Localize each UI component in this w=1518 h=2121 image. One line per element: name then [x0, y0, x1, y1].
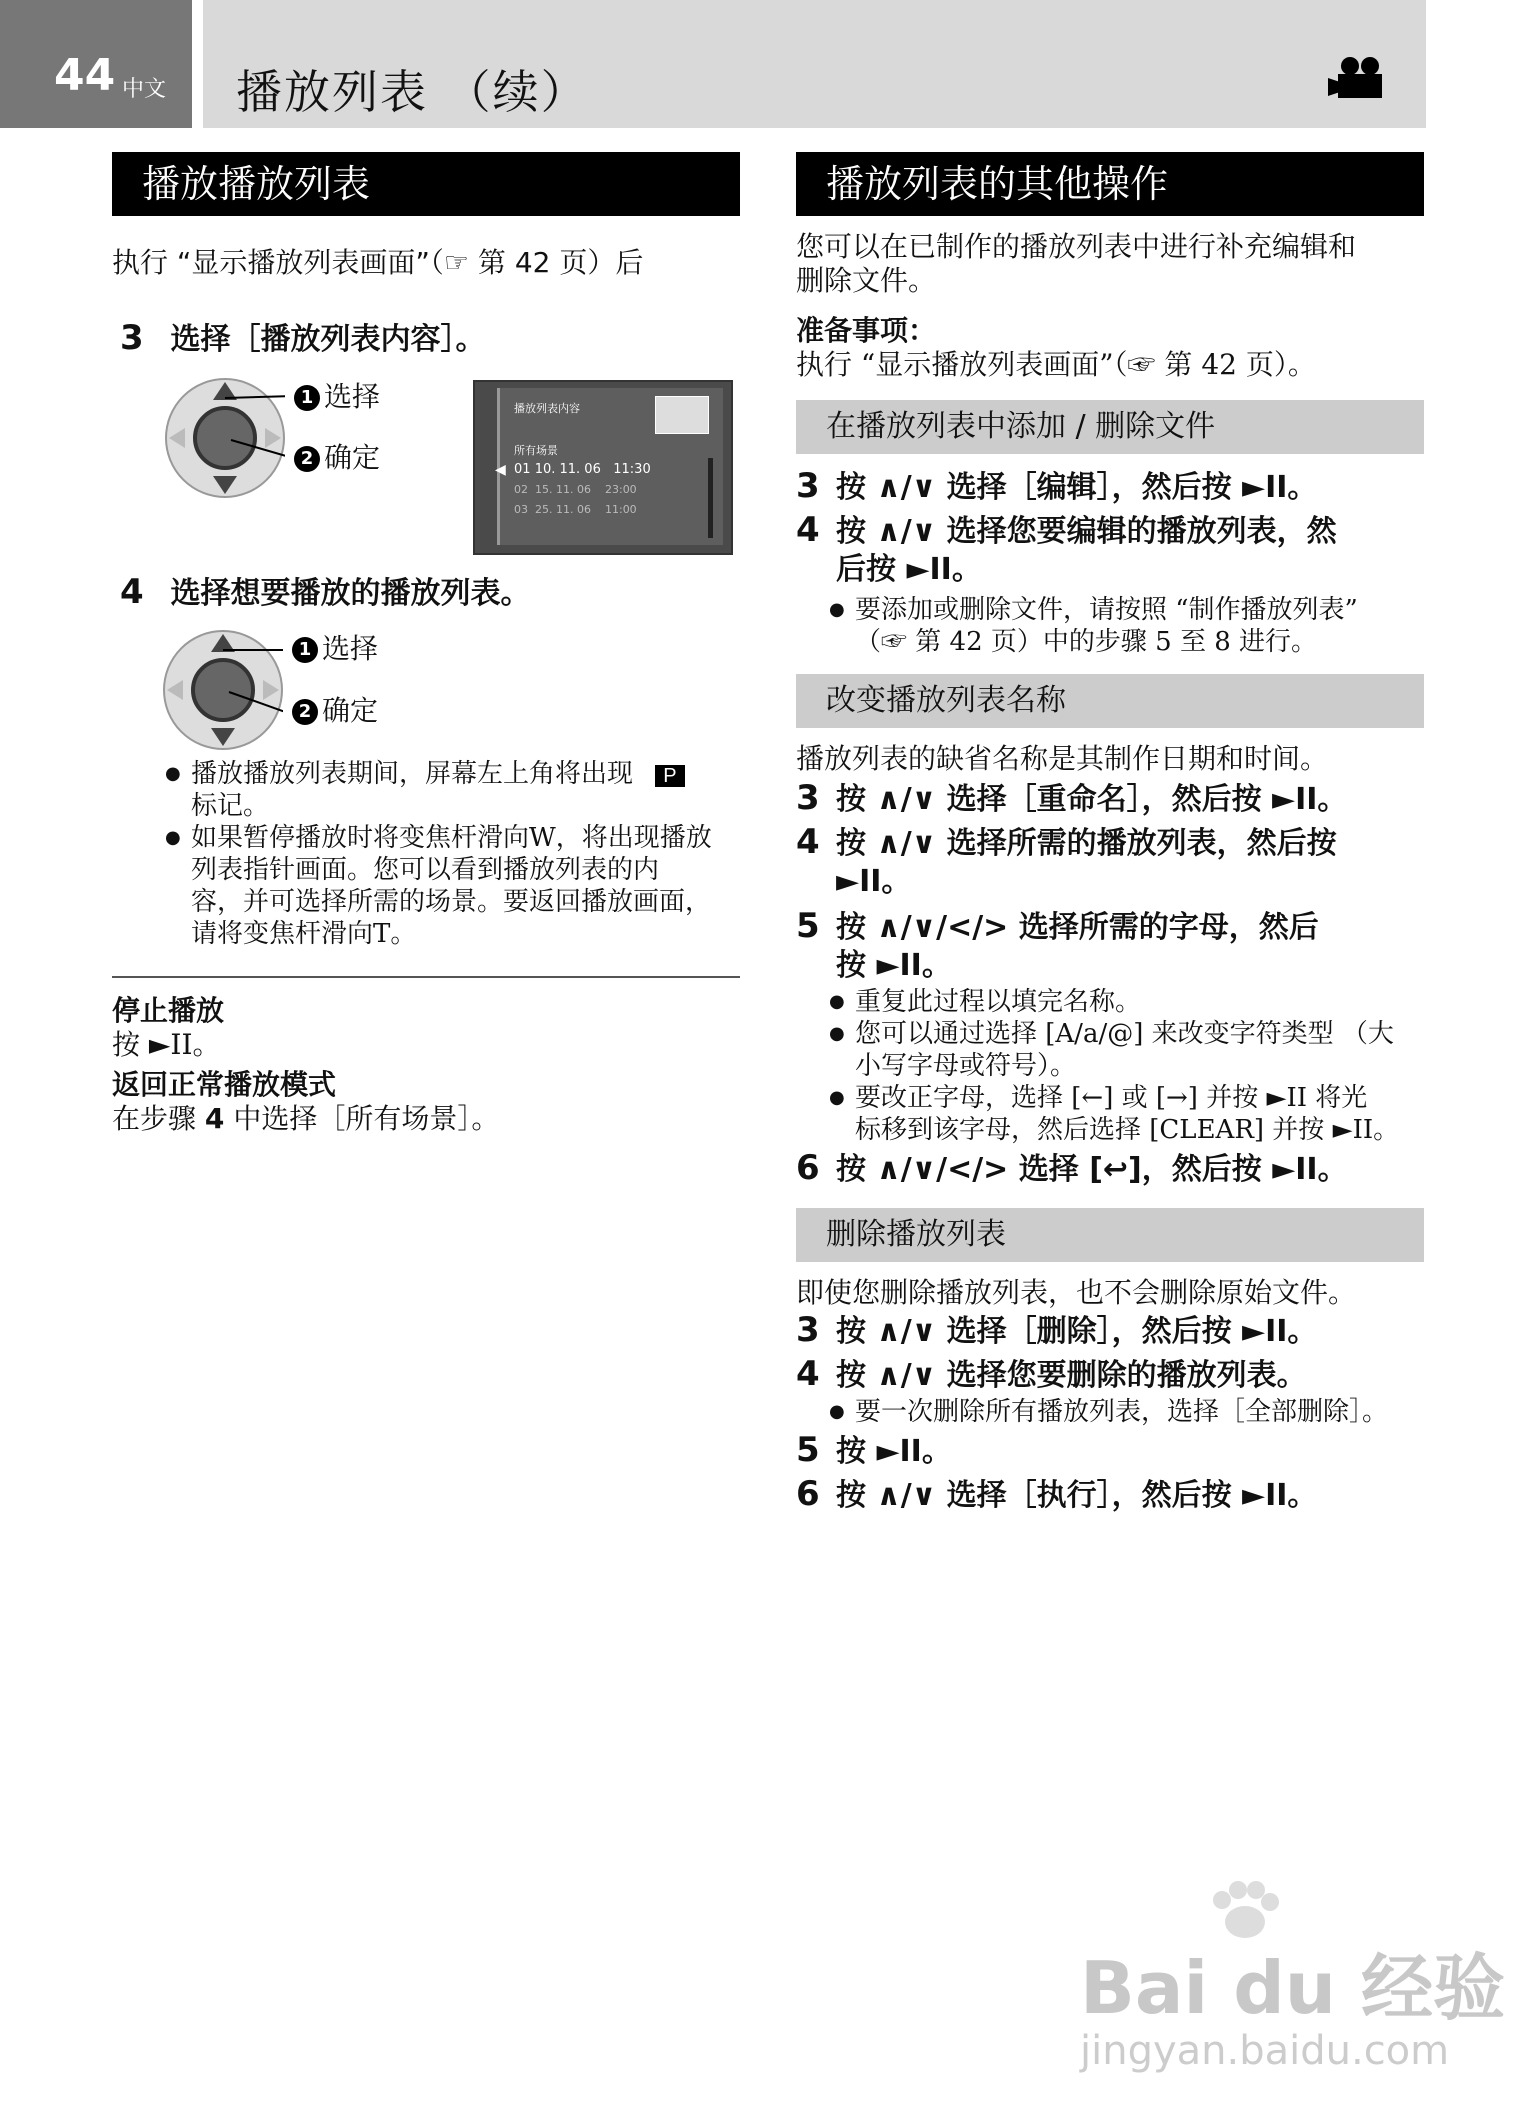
rename-step-3: 3 按 ∧/∨ 选择［重命名］，然后按 ►II。	[796, 778, 1348, 818]
screen-row-1: 01 10. 11. 06 11:30	[514, 462, 651, 477]
rename-bullet-1: ● 重复此过程以填完名称。	[855, 986, 1141, 1018]
step-3: 3 选择［播放列表内容］。	[120, 318, 486, 358]
callout-confirm-2: 2 确定	[292, 694, 378, 728]
add-step-3: 3 按 ∧/∨ 选择［编辑］，然后按 ►II。	[796, 466, 1318, 506]
rename-bullet-3: ● 要改正字母，选择 [←] 或 [→] 并按 ►II 将光	[855, 1082, 1367, 1114]
left-intro: 执行 “显示播放列表画面”（☞ 第 42 页）后	[112, 246, 644, 279]
subheading-add-delete: 在播放列表中添加 / 删除文件	[796, 400, 1424, 454]
page-title: 播放列表 （续）	[236, 65, 589, 119]
baidu-jingyan-watermark	[1080, 1880, 1510, 2080]
screen-all-scenes: 所有场景	[514, 444, 558, 457]
playlist-screen-figure	[473, 380, 733, 555]
rename-bullet-2: ● 您可以通过选择 [A/a/@] 来改变字符类型 （大	[855, 1018, 1394, 1050]
stop-playback-text: 按 ►II。	[112, 1028, 221, 1061]
rename-step-4-cont: ►II。	[836, 864, 912, 899]
bullet-p-mark-cont: 标记。	[191, 791, 270, 821]
right-intro-2: 删除文件。	[796, 264, 937, 297]
prep-title: 准备事项：	[796, 314, 937, 347]
joystick-figure-1	[165, 378, 285, 498]
delete-intro: 即使您删除播放列表，也不会删除原始文件。	[796, 1276, 1357, 1309]
step-4: 4 选择想要播放的播放列表。	[120, 572, 531, 612]
delete-step-3: 3 按 ∧/∨ 选择［删除］，然后按 ►II。	[796, 1310, 1318, 1350]
callout-select-2: 1 选择	[292, 632, 378, 666]
rename-step-5: 5 按 ∧/∨/</> 选择所需的字母，然后	[796, 906, 1319, 946]
return-normal-title: 返回正常播放模式	[112, 1068, 337, 1101]
rename-step-4: 4 按 ∧/∨ 选择所需的播放列表，然后按	[796, 822, 1337, 862]
screen-thumbnail	[655, 396, 709, 434]
right-intro-1: 您可以在已制作的播放列表中进行补充编辑和	[796, 230, 1357, 263]
page-number: 44	[54, 50, 116, 101]
watermark-url: jingyan.baidu.com	[1080, 2028, 1450, 2074]
delete-step-4: 4 按 ∧/∨ 选择您要删除的播放列表。	[796, 1354, 1307, 1394]
p-mark-icon: P	[655, 765, 684, 787]
screen-row-2: 02 15. 11. 06 23:00	[514, 483, 637, 496]
delete-step-6: 6 按 ∧/∨ 选择［执行］，然后按 ►II。	[796, 1474, 1318, 1514]
page-number-box	[0, 0, 192, 128]
return-normal-text: 在步骤 4 中选择［所有场景］。	[112, 1102, 500, 1135]
rename-bullet-2-cont: 小写字母或符号）。	[855, 1051, 1077, 1081]
prep-text: 执行 “显示播放列表画面”（☞ 第 42 页）。	[796, 348, 1316, 381]
delete-bullet: ● 要一次删除所有播放列表，选择［全部删除］。	[855, 1396, 1388, 1428]
callout-select-1: 1 选择	[294, 380, 380, 414]
header-bar	[203, 0, 1426, 128]
joystick-arrows-icon	[163, 630, 283, 750]
video-camera-icon	[1328, 56, 1388, 100]
rename-step-6: 6 按 ∧/∨/</> 选择 [↩]，然后按 ►II。	[796, 1148, 1348, 1188]
divider	[112, 976, 740, 978]
rename-intro: 播放列表的缺省名称是其制作日期和时间。	[796, 742, 1329, 775]
add-bullet-cont: （☞ 第 42 页）中的步骤 5 至 8 进行。	[855, 627, 1318, 657]
stop-playback-title: 停止播放	[112, 994, 225, 1027]
bullet-zoom-lever-line4: 请将变焦杆滑向T。	[191, 919, 417, 949]
rename-step-5-cont: 按 ►II。	[836, 948, 952, 983]
screen-left-arrow-icon: ◀	[495, 462, 506, 478]
callout-confirm-1: 2 确定	[294, 441, 380, 475]
bullet-zoom-lever: ● 如果暂停播放时将变焦杆滑向W，将出现播放	[191, 822, 712, 854]
joystick-arrows-icon	[165, 378, 285, 498]
section-heading-other-ops: 播放列表的其他操作	[796, 152, 1424, 216]
screen-scrollbar	[708, 458, 713, 538]
rename-bullet-3-cont: 标移到该字母，然后选择 [CLEAR] 并按 ►II。	[855, 1115, 1400, 1145]
bullet-zoom-lever-line2: 列表指针画面。您可以看到播放列表的内	[191, 855, 660, 885]
subheading-rename: 改变播放列表名称	[796, 674, 1424, 728]
screen-row-3: 03 25. 11. 06 11:00	[514, 503, 637, 516]
delete-step-5: 5 按 ►II。	[796, 1430, 952, 1470]
bullet-zoom-lever-line3: 容，并可选择所需的场景。要返回播放画面，	[191, 887, 712, 917]
screen-title: 播放列表内容	[514, 402, 580, 415]
watermark-logo: Bai du 经验	[1080, 1946, 1506, 2030]
section-heading-play-playlist: 播放播放列表	[112, 152, 740, 216]
language-label: 中文	[122, 77, 167, 102]
add-step-4: 4 按 ∧/∨ 选择您要编辑的播放列表，然	[796, 510, 1337, 550]
add-bullet: ● 要添加或删除文件，请按照 “制作播放列表”	[855, 594, 1358, 626]
add-step-4-cont: 后按 ►II。	[836, 552, 982, 587]
joystick-figure-2	[163, 630, 283, 750]
subheading-delete-playlist: 删除播放列表	[796, 1208, 1424, 1262]
bullet-p-mark: ● 播放播放列表期间，屏幕左上角将出现 P	[191, 758, 685, 790]
